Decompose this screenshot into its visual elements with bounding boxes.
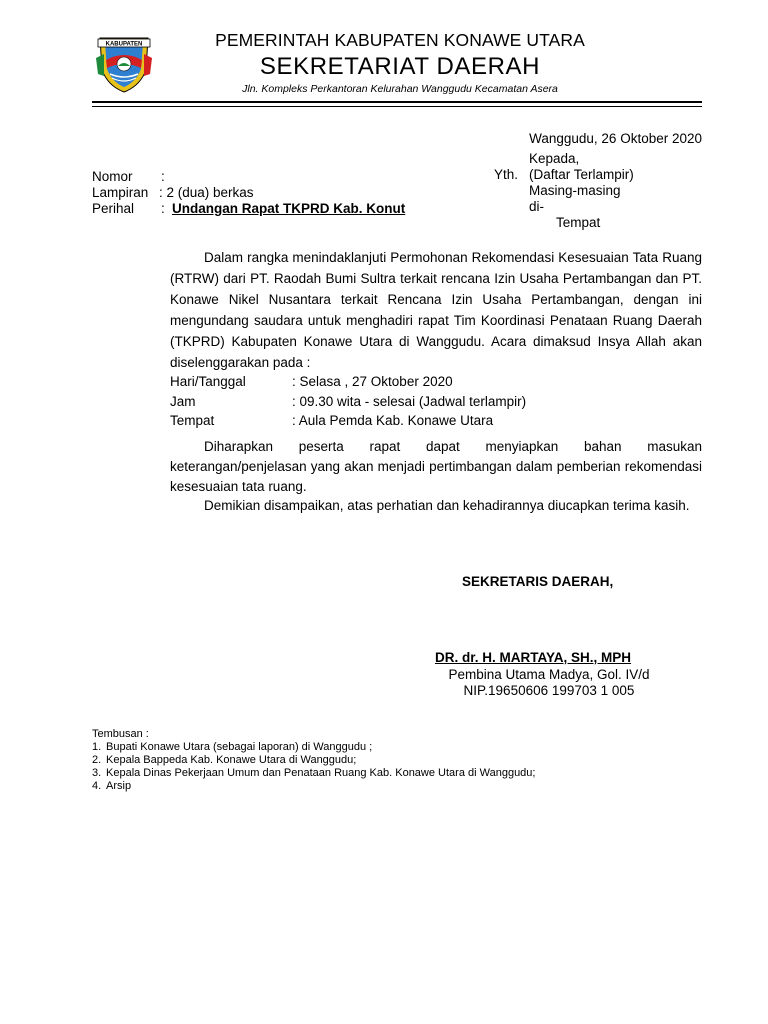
- signature-name: DR. dr. H. MARTAYA, SH., MPH: [435, 650, 632, 665]
- tembusan-item: [92, 754, 535, 767]
- tembusan-item-number: 1.: [92, 741, 102, 753]
- signature-title: SEKRETARIS DAERAH,: [462, 574, 614, 589]
- perihal-value: Undangan Rapat TKPRD Kab. Konut: [172, 201, 406, 216]
- tembusan-item-text: Kepala Bappeda Kab. Konawe Utara di Wanggudu;: [106, 754, 357, 766]
- perihal-label: Perihal: [92, 201, 135, 216]
- header-government-name: PEMERINTAH KABUPATEN KONAWE UTARA: [215, 30, 585, 50]
- tembusan-item-text: Kepala Dinas Pekerjaan Umum dan Penataan Ruang Kab. Konawe Utara di Wanggudu;: [106, 767, 536, 779]
- header-address: Jln. Kompleks Perkantoran Kelurahan Wanggudu Kecamatan Asera: [242, 83, 558, 95]
- detail-label-day: Hari/Tanggal: [170, 374, 246, 389]
- recipient-line4: Tempat: [556, 215, 601, 230]
- detail-value-time: : 09.30 wita - selesai (Jadwal terlampir): [292, 394, 527, 409]
- tembusan-item-text: Bupati Konawe Utara (sebagai laporan) di Wanggudu ;: [106, 741, 373, 753]
- tembusan-item: [92, 741, 535, 754]
- recipient-yth: Yth.: [494, 167, 519, 182]
- signature-rank: Pembina Utama Madya, Gol. IV/d: [448, 667, 650, 682]
- recipient-kepada: Kepada,: [529, 151, 580, 166]
- lampiran-label: Lampiran: [92, 185, 149, 200]
- tembusan-list: [92, 741, 535, 793]
- recipient-line3: di-: [529, 199, 545, 214]
- tembusan-item: [92, 767, 535, 780]
- tembusan-item-text: Arsip: [106, 780, 132, 792]
- lampiran-value: : 2 (dua) berkas: [159, 185, 254, 200]
- tembusan-item-number: 2.: [92, 754, 102, 766]
- detail-label-place: Tempat: [170, 413, 215, 428]
- letter-date: Wanggudu, 26 Oktober 2020: [529, 131, 702, 146]
- regency-logo: [94, 30, 154, 94]
- header-rule-thick: [92, 101, 702, 103]
- detail-value-place: : Aula Pemda Kab. Konawe Utara: [292, 413, 494, 428]
- logo-text: KABUPATEN: [105, 41, 143, 48]
- tembusan-item-number: 3.: [92, 767, 102, 779]
- nomor-value: :: [161, 169, 165, 184]
- recipient-line1: (Daftar Terlampir): [529, 167, 634, 182]
- regency-emblem-icon: [94, 30, 154, 94]
- tembusan-item: [92, 780, 535, 793]
- nomor-label: Nomor: [92, 169, 133, 184]
- signature-nip: NIP.19650606 199703 1 005: [463, 683, 635, 698]
- detail-value-day: : Selasa , 27 Oktober 2020: [292, 374, 453, 389]
- header-rule-thin: [92, 106, 702, 107]
- body-paragraph-3: Demikian disampaikan, atas perhatian dan kehadirannya diucapkan terima kasih.: [204, 498, 690, 513]
- tembusan-item-number: 4.: [92, 780, 102, 792]
- tembusan-title: Tembusan :: [92, 728, 149, 740]
- header-office-name: SEKRETARIAT DAERAH: [259, 53, 541, 80]
- recipient-line2: Masing-masing: [529, 183, 621, 198]
- body-paragraph-1: Dalam rangka menindaklanjuti Permohonan Rekomendasi Kesesuaian Tata Ruang (RTRW) dari PT. Raodah Bumi Sultra terkait rencana Izin Usaha Pertambangan dan PT. Konawe Nikel Nusantara terkait Rencana Izin Usaha Pertambangan, dengan ini mengundang saudara untuk menghadiri rapat Tim Koordinasi Penataan Ruang Daerah (TKPRD) Kabupaten Konawe Utara di Wanggudu. Acara dimaksud Insya Allah akan diselenggarakan pada :: [170, 250, 702, 370]
- detail-label-time: Jam: [170, 394, 196, 409]
- perihal-colon: :: [161, 201, 165, 216]
- body-paragraph-2: Diharapkan peserta rapat dapat menyiapkan bahan masukan keterangan/penjelasan yang akan menjadi pertimbangan dalam pemberian rekomendasi kesesuaian tata ruang.: [170, 439, 702, 494]
